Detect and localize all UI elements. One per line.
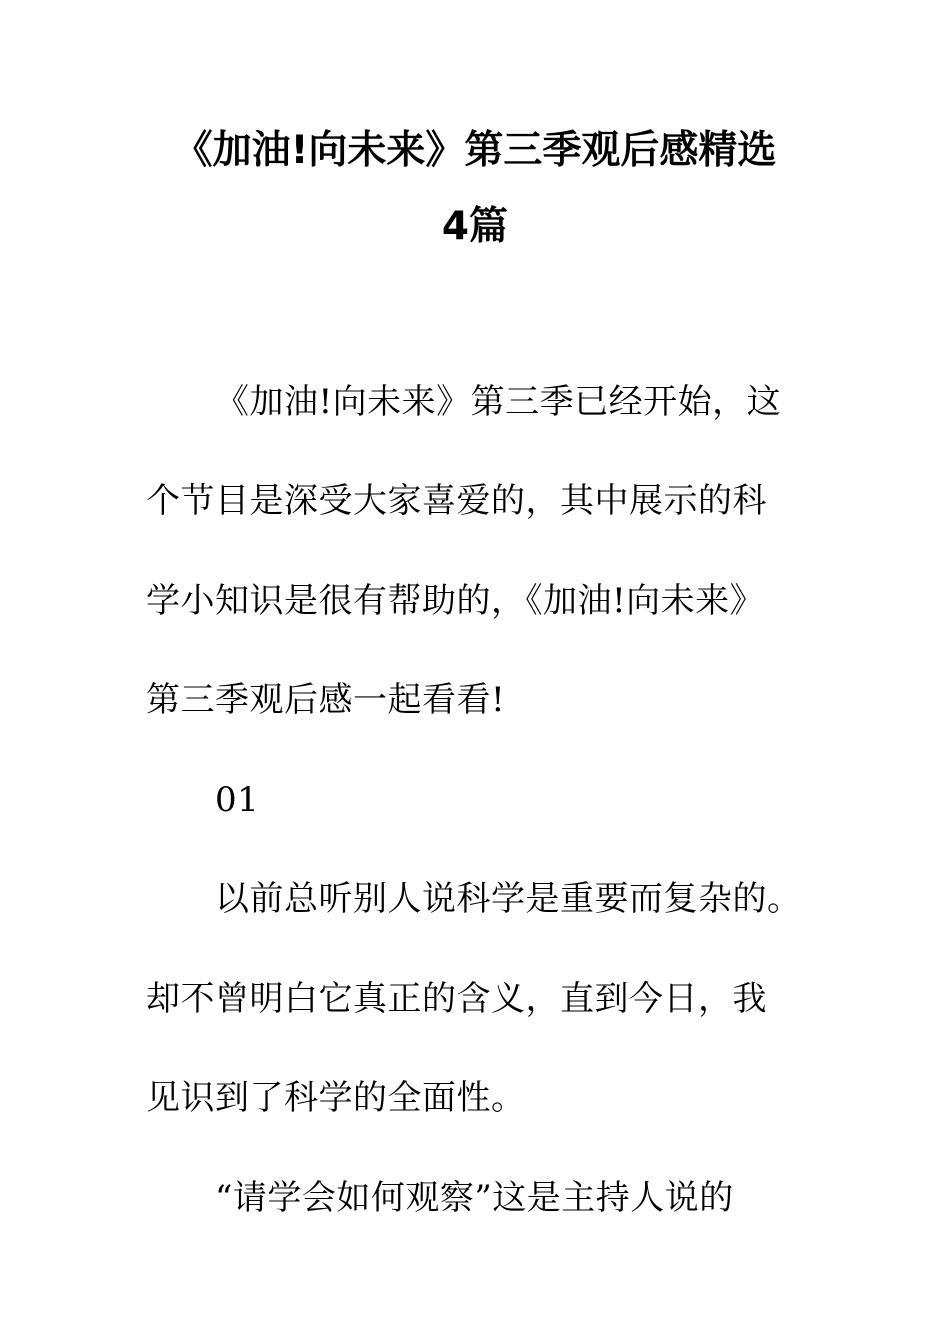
paragraph-line: 却不曾明白它真正的含义，直到今日，我 <box>146 979 767 1019</box>
paragraph-line: 个节目是深受大家喜爱的，其中展示的科 <box>146 481 767 521</box>
document-title-line-2: 4篇 <box>441 204 509 249</box>
section-number: 01 <box>215 780 260 820</box>
paragraph-line: 见识到了科学的全面性。 <box>146 1078 526 1118</box>
paragraph-line: 以前总听别人说科学是重要而复杂的。 <box>215 879 802 919</box>
paragraph-line: 学小知识是很有帮助的，《加油!向未来》 <box>146 581 765 621</box>
paragraph-line: 第三季观后感一起看看! <box>146 680 506 720</box>
paragraph-line: 《加油!向未来》第三季已经开始，这 <box>215 382 782 422</box>
paragraph-line: “请学会如何观察”这是主持人说的 <box>215 1178 734 1218</box>
document-title-line-1: 《加油!向未来》第三季观后感精选 <box>173 128 777 173</box>
